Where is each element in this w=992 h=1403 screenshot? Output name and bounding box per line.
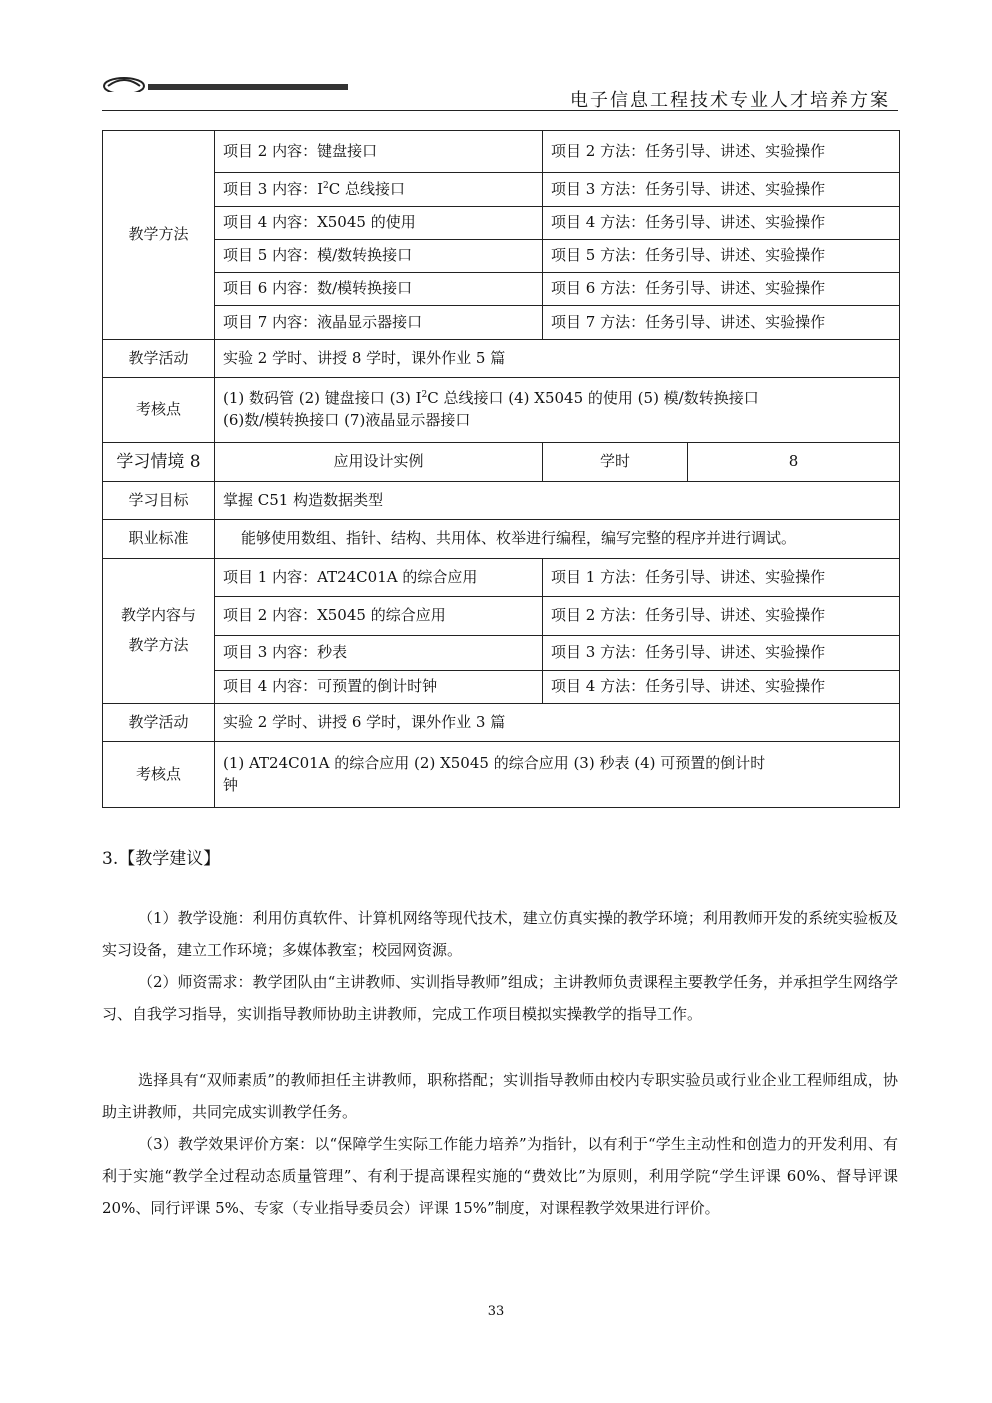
page-number: 33 [487,1304,505,1319]
project-row-content: 项目 2 内容：X5045 的综合应用 [215,597,543,636]
method-row-method: 项目 2 方法：任务引导、讲述、实验操作 [543,131,900,173]
activity-value: 实验 2 学时、讲授 6 学时，课外作业 3 篇 [215,704,900,742]
method-row-content: 项目 3 内容：$I^2C$ 总线接口 [215,173,543,207]
project-row-method: 项目 4 方法：任务引导、讲述、实验操作 [543,671,900,704]
school-logo [102,72,362,92]
hours-label: 学时 [543,443,688,482]
method-row-method: 项目 3 方法：任务引导、讲述、实验操作 [543,173,900,207]
project-row-method: 项目 3 方法：任务引导、讲述、实验操作 [543,636,900,671]
project-row-content: 项目 1 内容：AT24C01A 的综合应用 [215,559,543,597]
project-row-content: 项目 4 内容：可预置的倒计时钟 [215,671,543,704]
goal-label: 学习目标 [103,482,215,520]
activity-value: 实验 2 学时、讲授 8 学时，课外作业 5 篇 [215,340,900,378]
paragraph: （3）教学效果评价方案：以“保障学生实际工作能力培养”为指针，以有利于“学生主动性和创造力的开发利用、有利于实施“教学全过程动态质量管理”、有利于提高课程实施的“费效比”为原则，利用学院“学生评课 60%、督导评课 20%、同行评课 5%、专家（专业指导委员会）评课 15%”制度，对课程教学效果进行评价。 [102,1135,898,1217]
method-row-content: 项目 4 内容：X5045 的使用 [215,207,543,240]
method-row-content: 项目 5 内容：模/数转换接口 [215,240,543,273]
hours-value: 8 [688,443,900,482]
activity-label: 教学活动 [103,340,215,378]
method-row-method: 项目 7 方法：任务引导、讲述、实验操作 [543,306,900,340]
section-heading: 3.【教学建议】 [102,849,221,869]
method-row-method: 项目 5 方法：任务引导、讲述、实验操作 [543,240,900,273]
assessment-label: 考核点 [103,378,215,443]
methods-label: 教学方法 [103,131,215,340]
project-row-method: 项目 2 方法：任务引导、讲述、实验操作 [543,597,900,636]
page-header [102,70,898,111]
method-row-method: 项目 4 方法：任务引导、讲述、实验操作 [543,207,900,240]
situation-label: 学习情境 8 [103,443,215,482]
paragraph: （2）师资需求：教学团队由“主讲教师、实训指导教师”组成；主讲教师负责课程主要教学任务，并承担学生网络学习、自我学习指导，实训指导教师协助主讲教师，完成工作项目模拟实操教学的指导工作。 [102,973,898,1023]
standard-label: 职业标准 [103,520,215,559]
assessment-label: 考核点 [103,742,215,808]
situation-name: 应用设计实例 [215,443,543,482]
project-row-method: 项目 1 方法：任务引导、讲述、实验操作 [543,559,900,597]
assessment-value: (1) 数码管 (2) 键盘接口 (3) $I^2C$ 总线接口 (4) X5045 的使用 (5) 模/数转换接口 (6)数/模转换接口 (7)液晶显示器接口 [215,378,900,443]
method-row-content: 项目 6 内容：数/模转换接口 [215,273,543,306]
assessment-value: (1) AT24C01A 的综合应用 (2) X5045 的综合应用 (3) 秒表 (4) 可预置的倒计时 钟 [215,742,900,808]
project-row-content: 项目 3 内容：秒表 [215,636,543,671]
goal-value: 掌握 C51 构造数据类型 [215,482,900,520]
course-table [102,130,900,808]
paragraph: （1）教学设施：利用仿真软件、计算机网络等现代技术，建立仿真实操的教学环境；利用教师开发的系统实验板及实习设备，建立工作环境；多媒体教室；校园网资源。 [102,909,898,959]
method-row-content: 项目 2 内容：键盘接口 [215,131,543,173]
header-title: 电子信息工程技术专业人才培养方案 [570,90,890,111]
activity-label: 教学活动 [103,704,215,742]
method-row-method: 项目 6 方法：任务引导、讲述、实验操作 [543,273,900,306]
standard-value: 能够使用数组、指针、结构、共用体、枚举进行编程，编写完整的程序并进行调试。 [215,520,900,559]
content-method-label: 教学内容与 教学方法 [103,559,215,704]
method-row-content: 项目 7 内容：液晶显示器接口 [215,306,543,340]
paragraph: 选择具有“双师素质”的教师担任主讲教师，职称搭配；实训指导教师由校内专职实验员或行业企业工程师组成，协助主讲教师，共同完成实训教学任务。 [102,1071,898,1121]
